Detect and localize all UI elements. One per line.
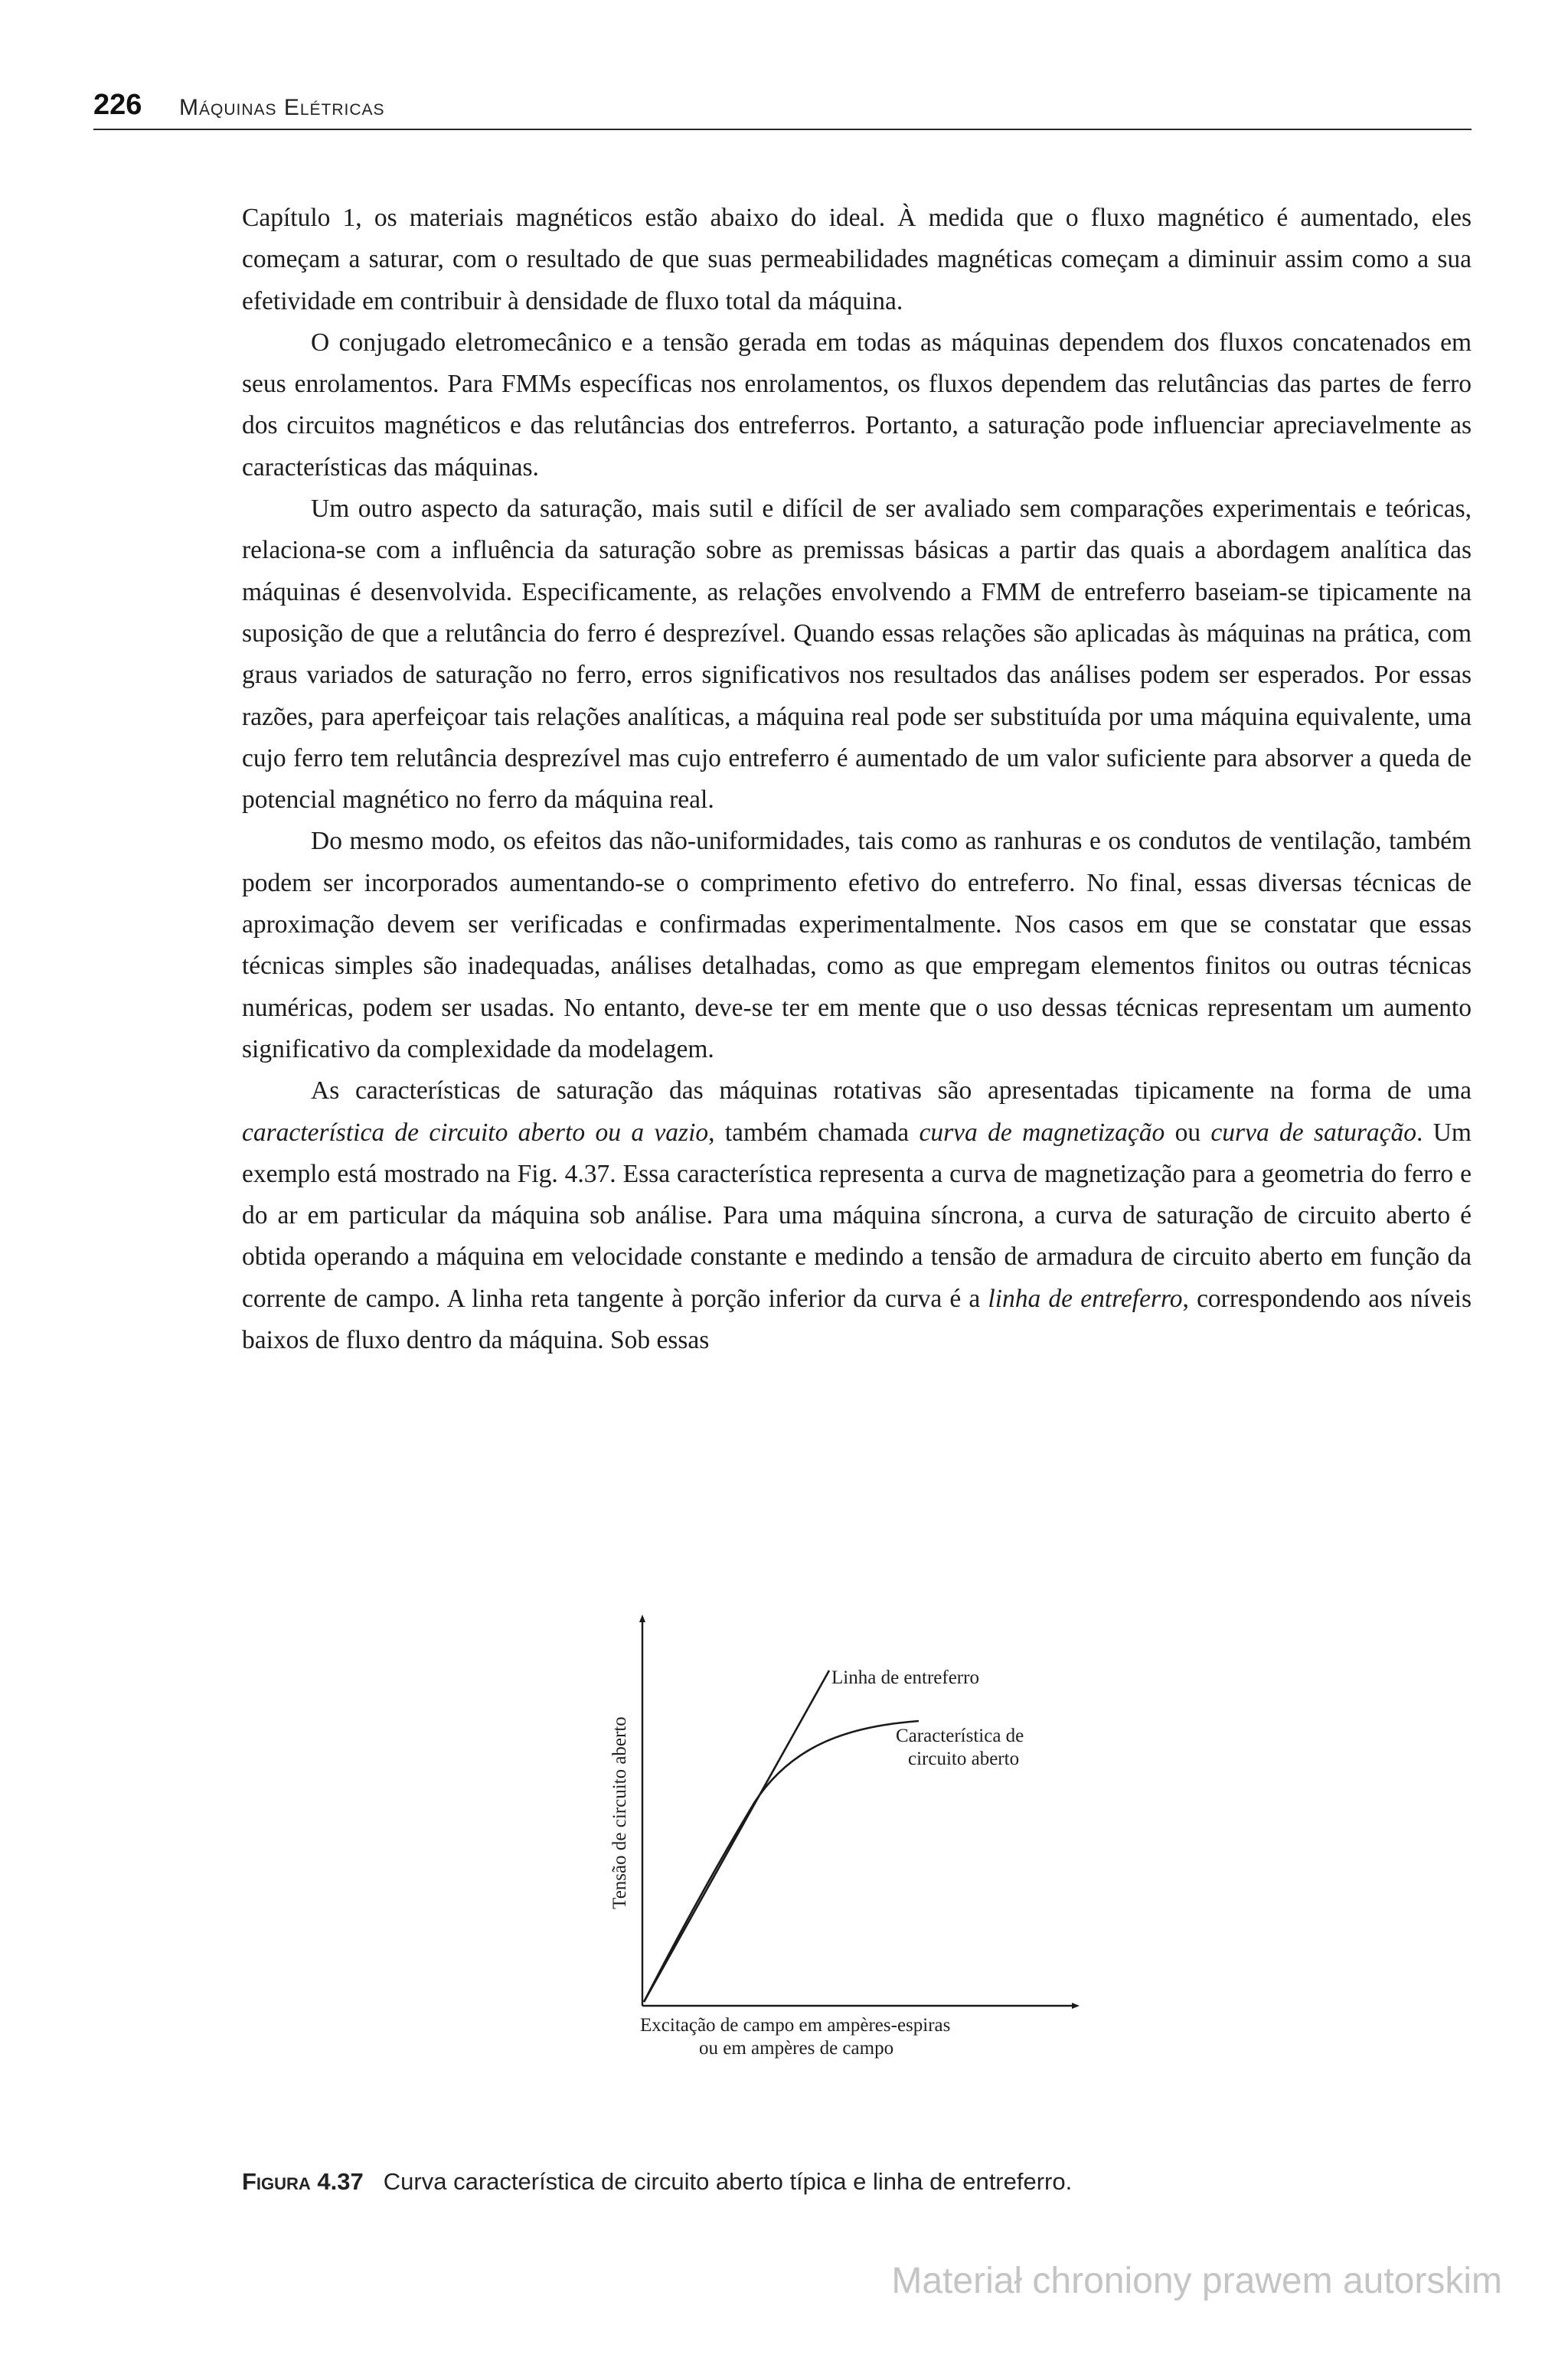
occ-label-line-2: circuito aberto bbox=[908, 1749, 1020, 1769]
term-airgap-line: linha de entreferro bbox=[988, 1284, 1183, 1313]
airgap-line bbox=[644, 1670, 829, 2002]
caption-label: Figura 4.37 bbox=[242, 2168, 364, 2195]
paragraph-5 bbox=[242, 1070, 1472, 1361]
page-number: 226 bbox=[93, 89, 142, 121]
paragraph-1: Capítulo 1, os materiais magnéticos estão abaixo do ideal. À medida que o fluxo magnético é aumentado, eles começam a saturar, com o resultado de que suas permeabilidades magnéticas começam a diminuir assim como a sua efetividade em contribuir à densidade de fluxo total da máquina. bbox=[242, 204, 1472, 315]
paragraph-2: O conjugado eletromecânico e a tensão gerada em todas as máquinas dependem dos fluxos concatenados em seus enrolamentos. Para FMMs específicas nos enrolamentos, os fluxos dependem das relutâncias das partes de ferro dos circuitos magnéticos e das relutâncias dos entreferros. Portanto, a saturação pode influenciar apreciavelmente as características das máquinas. bbox=[242, 328, 1472, 482]
x-axis-label-line-2: ou em ampères de campo bbox=[699, 2038, 894, 2059]
figure-4-37 bbox=[597, 1608, 1133, 2144]
paragraph-5-text-1: As características de saturação das máquinas rotativas são apresentadas tipicamente na forma de uma bbox=[311, 1076, 1472, 1105]
paragraph-5-text-4: . Um exemplo está mostrado na Fig. 4.37. Essa característica representa a curva de magnetização para a geometria do ferro e do ar em particular da máquina sob análise. Para uma máquina síncrona, a curva de saturação de circuito aberto é obtida operando a máquina em velocidade constante e medindo a tensão de armadura de circuito aberto em função da corrente de campo. A linha reta tangente à porção inferior da curva é a bbox=[242, 1118, 1472, 1313]
term-open-circuit-characteristic: característica de circuito aberto ou a vazio bbox=[242, 1118, 709, 1147]
term-saturation-curve: curva de saturação bbox=[1210, 1118, 1417, 1147]
paragraph-3: Um outro aspecto da saturação, mais sutil e difícil de ser avaliado sem comparações experimentais e teóricas, relaciona-se com a influência da saturação sobre as premissas básicas a partir das quais a abordagem analítica das máquinas é desenvolvida. Especificamente, as relações envolvendo a FMM de entreferro baseiam-se tipicamente na suposição de que a relutância do ferro é desprezível. Quando essas relações são aplicadas às máquinas na prática, com graus variados de saturação no ferro, erros significativos nos resultados das análises podem ser esperados. Por essas razões, para aperfeiçoar tais relações analíticas, a máquina real pode ser substituída por uma máquina equivalente, uma cujo ferro tem relutância desprezível mas cujo entreferro é aumentado de um valor suficiente para absorver a queda de potencial magnético no ferro da máquina real. bbox=[242, 495, 1472, 815]
occ-label-line-1: Característica de bbox=[896, 1726, 1024, 1746]
book-title: Máquinas Elétricas bbox=[179, 95, 385, 120]
body-text bbox=[242, 198, 1472, 1361]
copyright-watermark: Materiał chroniony prawem autorskim bbox=[891, 2261, 1502, 2301]
airgap-line-label: Linha de entreferro bbox=[831, 1667, 979, 1688]
paragraph-4: Do mesmo modo, os efeitos das não-uniformidades, tais como as ranhuras e os condutos de ventilação, também podem ser incorporados aumentando-se o comprimento efetivo do entreferro. No final, essas diversas técnicas de aproximação devem ser verificadas e confirmadas experimentalmente. Nos casos em que se constatar que essas técnicas simples são inadequadas, análises detalhadas, como as que empregam elementos finitos ou outras técnicas numéricas, podem ser usadas. No entanto, deve-se ter em mente que o uso dessas técnicas representam um aumento significativo da complexidade da modelagem. bbox=[242, 827, 1472, 1063]
paragraph-5-text-5: , correspondendo aos níveis baixos de fluxo dentro da máquina. Sob essas bbox=[242, 1284, 1472, 1355]
caption-text: Curva característica de circuito aberto típica e linha de entreferro. bbox=[383, 2168, 1073, 2195]
y-axis-label: Tensão de circuito aberto bbox=[609, 1716, 630, 1909]
figure-caption bbox=[242, 2168, 1072, 2196]
term-magnetization-curve: curva de magnetização bbox=[919, 1118, 1165, 1147]
running-head bbox=[93, 86, 1472, 130]
x-axis-label-line-1: Excitação de campo em ampères-espiras bbox=[640, 2015, 951, 2036]
open-circuit-curve bbox=[644, 1721, 919, 2002]
paragraph-5-text-2: , também chamada bbox=[708, 1118, 920, 1147]
paragraph-5-text-3: ou bbox=[1165, 1118, 1211, 1147]
